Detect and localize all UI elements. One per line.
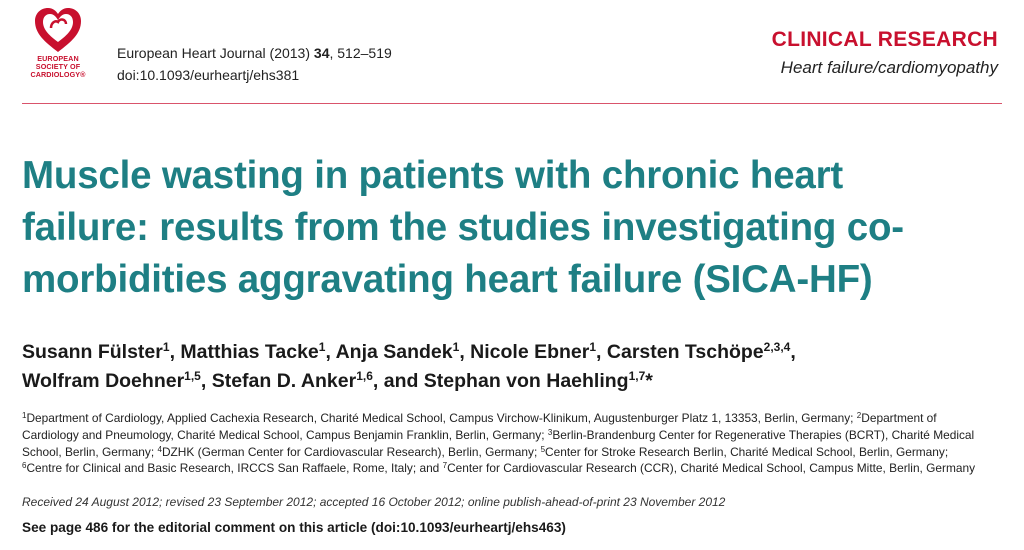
logo-line-1: EUROPEAN	[37, 54, 79, 63]
author-5[interactable]: Carsten Tschöpe$^{2,3,4}$,	[606, 340, 796, 363]
journal-citation	[117, 42, 392, 86]
journal-doi[interactable]: doi:10.1093/eurheartj/ehs381	[117, 67, 300, 83]
author-line-1	[22, 338, 796, 367]
author-8[interactable]: and Stephan von Haehling$^{1,7}$*	[383, 369, 653, 392]
editorial-note[interactable]: See page 486 for the editorial comment on this article (doi:10.1093/eurheartj/ehs463)	[22, 520, 566, 535]
logo-line-3: CARDIOLOGY®	[30, 70, 86, 79]
article-title	[22, 150, 1007, 306]
article-category	[772, 27, 998, 80]
author-4[interactable]: Nicole Ebner$^1$,	[470, 340, 607, 363]
author-1[interactable]: Susann Fülster$^1$,	[22, 340, 181, 363]
author-line-2	[22, 367, 796, 396]
journal-pages: , 512–519	[329, 45, 392, 61]
title-line-3: morbidities aggravating heart failure (SICA-HF)	[22, 258, 873, 301]
journal-name-year: European Heart Journal (2013)	[117, 45, 314, 61]
affiliation-line-4: $^6$Centre for Clinical and Basic Research, IRCCS San Raffaele, Rome, Italy; and $^7$Center for Cardiovascular Research (CCR), Charité Medical School, Campus Mitte, Berlin, Germany	[22, 461, 976, 476]
affiliation-line-3: School, Berlin, Germany; $^4$DZHK (German Center for Cardiovascular Research), Berlin, Germany; $^5$Center for Stroke Research Berlin, Charité Medical School, Berlin, Germany;	[22, 444, 949, 459]
author-list	[22, 338, 796, 396]
title-line-2: failure: results from the studies investigating co-	[22, 206, 904, 249]
affiliation-line-1: $^1$Department of Cardiology, Applied Cachexia Research, Charité Medical School, Campus Virchow-Klinikum, Augustenburger Platz 1, 13353, Berlin, Germany; $^2$Department of	[22, 411, 937, 425]
journal-name-line	[117, 42, 392, 64]
author-7[interactable]: Stefan D. Anker$^{1,6}$,	[211, 369, 384, 392]
journal-volume: 34	[313, 45, 330, 61]
affiliation-line-2: Cardiology and Pneumology, Charité Medical School, Campus Benjamin Franklin, Berlin, Germany; $^3$Berlin-Brandenburg Center for Regenerative Therapies (BCRT), Charité Medical	[22, 427, 975, 442]
author-2[interactable]: Matthias Tacke$^1$,	[180, 340, 336, 363]
logo-line-2: SOCIETY OF	[35, 62, 81, 71]
esc-heart-logo-icon	[33, 6, 83, 54]
title-line-1: Muscle wasting in patients with chronic heart	[22, 154, 844, 197]
received-dates: Received 24 August 2012; revised 23 September 2012; accepted 16 October 2012; online publish-ahead-of-print 23 November 2012	[22, 495, 726, 509]
affiliations	[22, 410, 1007, 477]
section-label: CLINICAL RESEARCH	[771, 28, 998, 51]
author-6[interactable]: Wolfram Doehner$^{1,5}$,	[22, 369, 212, 392]
author-3[interactable]: Anja Sandek$^1$,	[335, 340, 471, 363]
header-divider	[22, 103, 1002, 104]
esc-logo	[22, 6, 94, 79]
subsection-label: Heart failure/cardiomyopathy	[780, 58, 998, 77]
